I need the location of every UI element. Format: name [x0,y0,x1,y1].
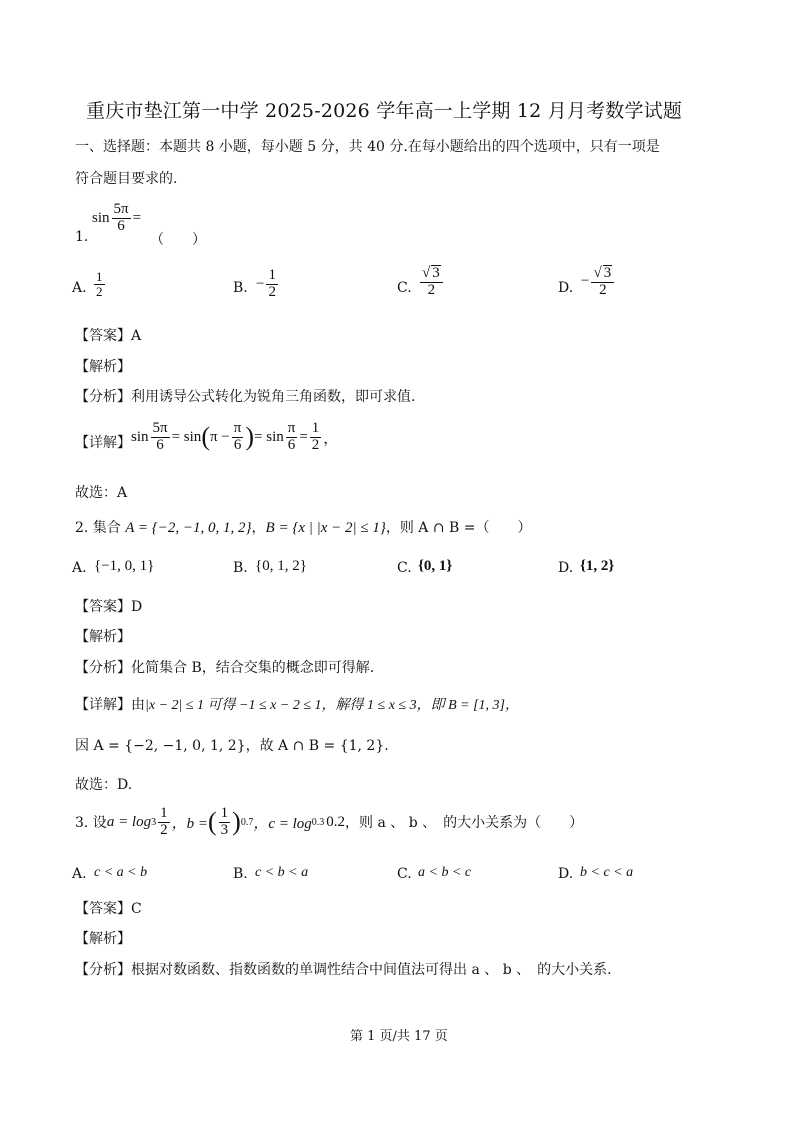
section-instructions-line1: 一、选择题：本题共 8 小题，每小题 5 分，共 40 分.在每小题给出的四个选项中，只有一项是 [75,139,660,155]
q3-option-a-label: A. [72,866,87,882]
q3-option-a: c < a < b [94,865,148,880]
q2-set-a: A = {−2, −1, 0, 1, 2} [125,520,252,536]
q2-option-d-label: D. [558,560,574,576]
q2-option-c-label: C. [397,560,412,576]
q1-sin: sin [92,209,110,226]
page-title: 重庆市垫江第一中学 2025-2026 学年高一上学期 12 月月考数学试题 [86,100,683,122]
q1-equals: = [132,209,142,226]
q3-b-def: ，b = [171,815,208,832]
q2-answer: 【答案】D [75,599,143,615]
q3-stem: 3. 设 a = log 3 $\frac{1}{2}$ ，b = ( $\frac{1}{3}$ ) 0.7 ，c = log 0.3 0.2 ，则 a 、 b 、 的大小关系为（ ） [75,805,584,838]
q2-option-b: {0, 1, 2} [255,558,307,574]
q1-jiexi: 【解析】 [75,359,131,375]
q1-answer: 【答案】A [75,328,142,344]
q3-option-c-label: C. [397,866,412,882]
q1-option-b: − $\frac{1}{2}$ [256,267,276,300]
q3-option-c: a < b < c [418,865,472,880]
q1-detail-expression: sin $\frac{5\pi}{6}$ = sin ( π − $\frac{\pi}{6}$ ) = sin $\frac{\pi}{6}$ = $\frac{1}{2}$ ， [131,420,339,453]
q1-option-d: − $\frac{√ 3}{2}$ [581,265,616,299]
q1-analysis: 【分析】利用诱导公式转化为锐角三角函数，即可求值. [75,389,416,405]
q1-expression [92,202,141,235]
q3-c-def: ，c = log [253,815,312,832]
q3-jiexi: 【解析】 [75,931,131,947]
q2-option-a-label: A. [72,560,87,576]
q2-detail-line1: 【详解】由|x − 2| ≤ 1 可得 −1 ≤ x − 2 ≤ 1，解得 1 ≤ x ≤ 3，即 B = [1, 3]， [75,697,519,713]
q1-conclusion: 故选：A [75,485,128,501]
q3-analysis: 【分析】根据对数函数、指数函数的单调性结合中间值法可得出 a 、 b 、 的大小关系. [75,962,612,978]
q1-fraction [112,202,131,235]
q2-option-d: {1, 2} [580,558,615,574]
q1-option-a-label: A. [72,280,87,296]
q2-option-a: {−1, 0, 1} [94,558,155,574]
q3-option-b-label: B. [233,866,248,882]
q2-option-c: {0, 1} [418,558,453,574]
section-instructions-line2: 符合题目要求的. [75,171,178,187]
q2-option-b-label: B. [233,560,248,576]
q1-paren: （ ） [150,232,206,248]
q2-jiexi: 【解析】 [75,629,131,645]
q1-frac-num: 5π [113,201,129,217]
q3-a-def: a = log [106,813,152,830]
q1-number: 1. [75,229,89,245]
q1-frac-den: 6 [117,217,125,234]
q1-detail-label: 【详解】 [75,435,131,451]
q3-answer: 【答案】C [75,901,142,917]
q3-option-b: c < b < a [255,865,309,880]
q1-option-a: $\frac{1}{2}$ [96,269,103,299]
q1-option-b-label: B. [233,280,248,296]
q3-option-d: b < c < a [580,865,634,880]
q2-conclusion: 故选：D. [75,777,133,793]
q1-option-d-label: D. [558,280,574,296]
q2-analysis: 【分析】化简集合 B，结合交集的概念即可得解. [75,660,375,676]
q2-set-b: B = {x | |x − 2| ≤ 1} [265,520,386,536]
page-footer: 第 1 页/共 17 页 [350,1029,448,1044]
q2-detail-line2: 因 A = {−2, −1, 0, 1, 2}，故 A ∩ B = {1, 2}. [75,738,389,754]
q1-option-c-label: C. [397,280,412,296]
q2-stem: 2. 集合 A = {−2, −1, 0, 1, 2}，B = {x | |x − 2| ≤ 1}，则 A ∩ B =（ ） [75,520,532,536]
q1-option-c: $\frac{√ 3}{2}$ [418,265,445,299]
q3-option-d-label: D. [558,866,574,882]
